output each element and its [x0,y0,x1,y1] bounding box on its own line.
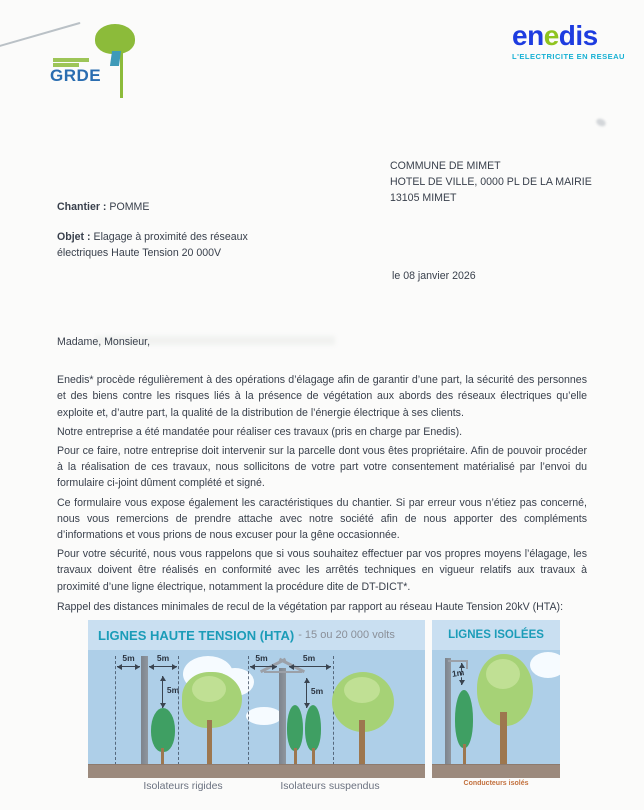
paragraph: Enedis* procède régulièrement à des opérations d’élagage afin de garantir d’une part, la sécurité des personnes et des biens contre les risques liés à la présence de végétation aux abords des réseaux électriques qu’elle exploite et, d’autre part, la qualité de la distribution de l’énergie électrique à ses clients. [57,374,587,419]
clearance-boundary-line [178,656,179,765]
hta-diagram-panel [88,620,425,792]
hta-panel-header [88,620,425,650]
recipient-line: HOTEL DE VILLE, 0000 PL DE LA MAIRIE [390,176,592,188]
paragraph: Notre entreprise a été mandatée pour réaliser ces travaux (pris en charge par Enedis). [57,425,463,438]
chantier-value: POMME [109,201,150,213]
distance-label: 5m [156,653,170,663]
hta-panel-subtitle: - 15 ou 20 000 volts [298,629,395,641]
tree-stem-icon [120,52,123,98]
insulated-lines-panel [432,620,560,787]
paragraph: Pour votre sécurité, nous vous rappelons que si vous souhaitez effectuer par vos propres moyens l’élagage, les travaux doivent être réalisés en conformité avec les arrêtés techniques en vigueur relatifs aux travaux à proximité d’une ligne électrique, notamment la procédure dite de DT-DICT*. [57,548,587,593]
tree-canopy-icon [95,24,135,54]
distance-reminder: Rappel des distances minimales de recul de la végétation par rapport au réseau Haute Tension 20kV (HTA): [57,601,564,613]
distance-label: 5m [310,686,324,696]
distance-label: 1m [451,667,465,679]
tree-highlight [344,677,380,703]
small-tree [455,690,473,748]
cloud [530,652,560,678]
enedis-wordmark [512,22,632,50]
caption-isolateurs-rigides: Isolateurs rigides [143,780,223,792]
tree-trunk [359,720,365,768]
tree-highlight [192,676,226,702]
enedis-wordmark-part1: en [512,20,544,51]
distance-label: 5m [255,653,268,663]
small-tree [305,705,321,751]
enedis-wordmark-part2: dis [558,20,598,51]
distance-arrow [289,666,331,667]
enedis-logo [512,22,632,61]
caption-conducteurs-isoles: Conducteurs isolés [463,780,529,787]
clearance-boundary-line [248,656,249,765]
grde-tagline-blur [53,58,89,62]
crossarm [264,671,302,673]
recipient-address [390,158,592,206]
scan-artifact-smudge [595,117,607,128]
hta-panel-title: LIGNES HAUTE TENSION (HTA) [98,627,295,643]
distance-label: 5m [166,685,180,695]
utility-pole [141,656,148,766]
clearance-boundary-line [115,656,116,765]
utility-pole [445,658,451,766]
distance-arrow [250,666,277,667]
tree-trunk [207,720,212,768]
small-tree [287,705,303,751]
cloud [246,707,282,725]
iso-panel-header [432,620,560,650]
tree-trunk [463,744,466,766]
utility-pole [279,668,286,766]
hta-scene [88,650,425,778]
tree-highlight [486,659,520,689]
distance-label: 5m [302,653,316,663]
objet-label: Objet : [57,231,91,243]
pole-bracket [466,660,468,669]
pole-bracket [448,660,468,662]
enedis-tagline: L'ELECTRICITE EN RESEAU [512,52,625,61]
iso-panel-title: LIGNES ISOLÉES [448,629,544,641]
objet-field [57,229,264,261]
letter-date: le 08 janvier 2026 [392,270,476,282]
tree-trunk [500,712,507,766]
chantier-field [57,201,149,213]
paragraph: Ce formulaire vous expose également les caractéristiques du chantier. Si par erreur vous n’étiez pas concerné, nous vous remercions de prendre attache avec notre société afin de nous apporter des compléments d’informations et vous prions de nous excuser pour la gêne occasionnée. [57,496,587,542]
enedis-wordmark-accent: e [543,20,559,51]
distance-label: 5m [122,653,135,663]
small-tree [151,708,175,752]
recipient-line: COMMUNE DE MIMET [390,160,501,172]
caption-isolateurs-suspendus: Isolateurs suspendus [280,780,380,792]
distance-arrow [149,666,177,667]
chantier-label: Chantier : [57,201,107,213]
distance-arrow-vertical [162,676,163,708]
iso-scene [432,650,560,778]
recipient-line: 13105 MIMET [390,192,457,204]
grde-wordmark: GRDE [50,66,102,85]
paragraph: Pour ce faire, notre entreprise doit intervenir sur la parcelle dont vous êtes propriétaire. Afin de pouvoir procéder à la réalisation de ces travaux, nous sollicitons de votre part votre consentement matérialisé par l’envoi du formulaire ci-joint dûment complété et signé. [57,445,587,490]
salutation: Madame, Monsieur, [57,336,151,348]
distance-arrow-vertical [306,678,307,708]
grde-logo [45,22,155,88]
letter-body [57,334,587,598]
ground [432,764,560,778]
ground [88,764,425,778]
objet-value: Elagage à proximité des réseaux électriques Haute Tension 20 000V [57,231,248,259]
distance-arrow [117,666,140,667]
